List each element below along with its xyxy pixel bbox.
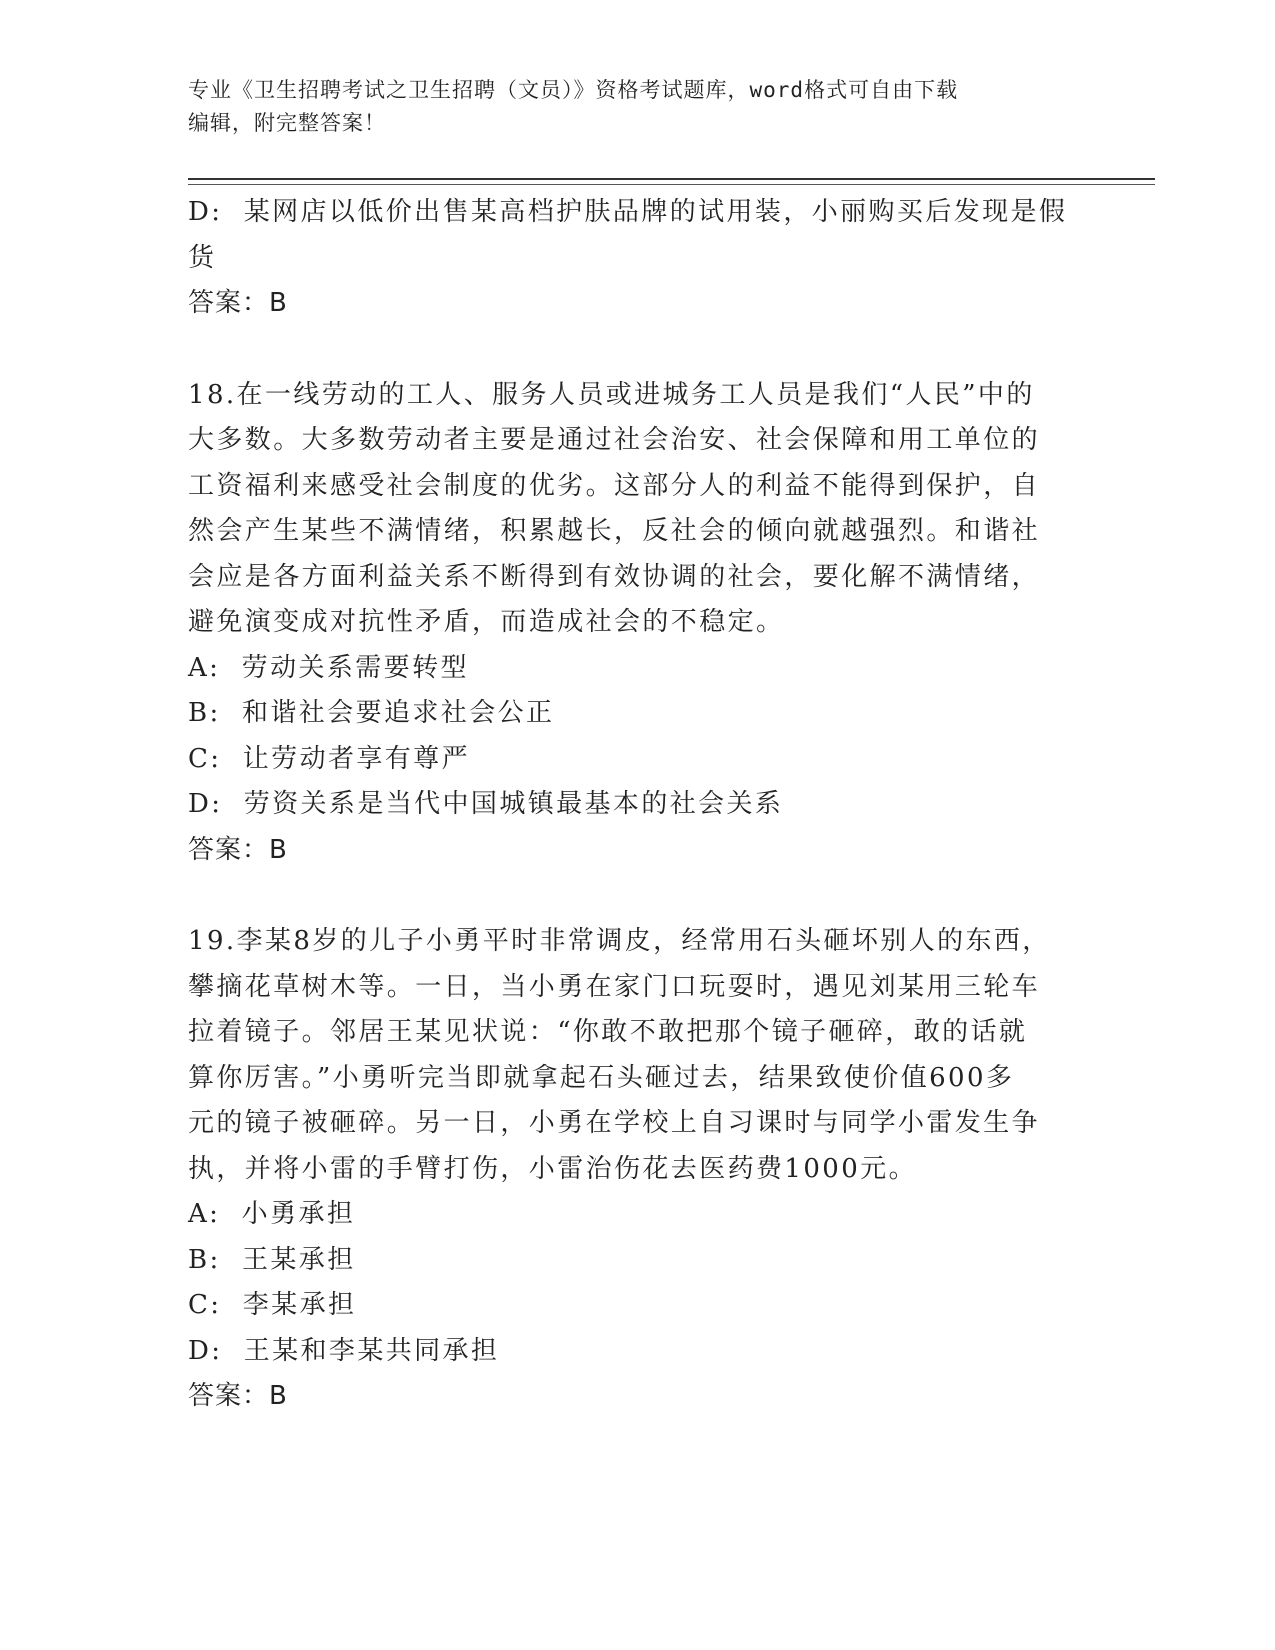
spacer [188, 327, 1073, 373]
q19-stem-line: 元的镜子被砸碎。另一日，小勇在学校上自习课时与同学小雷发生争 [188, 1108, 1041, 1138]
question-18 [188, 373, 1073, 874]
q18-stem-line: 18.在一线劳动的工人、服务人员或进城务工人员是我们“人民”中的 [188, 379, 1035, 410]
q18-option-b: B: 和谐社会要追求社会公正 [188, 698, 555, 728]
q18-option-d: D: 劳资关系是当代中国城镇最基本的社会关系 [188, 789, 784, 819]
q18-stem-line: 然会产生某些不满情绪，积累越长，反社会的倾向就越强烈。和谐社 [188, 516, 1041, 546]
q19-stem-line: 19.李某8岁的儿子小勇平时非常调皮，经常用石头砸坏别人的东西， [188, 926, 1051, 956]
q19-stem-line: 算你厉害。”小勇听完当即就拿起石头砸过去，结果致使价值600多 [188, 1062, 1015, 1093]
spacer [188, 873, 1073, 919]
header-divider-thin [188, 184, 1155, 185]
q19-stem-line: 执，并将小雷的手臂打伤，小雷治伤花去医药费1000元。 [188, 1153, 917, 1184]
q19-option-a: A: 小勇承担 [188, 1199, 356, 1229]
q19-option-b: B: 王某承担 [188, 1244, 356, 1275]
header-line-2: 编辑，附完整答案！ [188, 111, 386, 135]
q19-option-c: C: 李某承担 [188, 1290, 357, 1320]
q17-option-d-line-2: 货 [188, 242, 217, 273]
q17-option-d-line-1: D: 某网店以低价出售某高档护肤品牌的试用装，小丽购买后发现是假 [188, 197, 1068, 227]
q18-option-c: C: 让劳动者享有尊严 [188, 743, 470, 774]
header-divider-thick [188, 178, 1155, 180]
q18-stem-line: 大多数。大多数劳动者主要是通过社会治安、社会保障和用工单位的 [188, 425, 1041, 455]
q18-stem-line: 会应是各方面利益关系不断得到有效协调的社会，要化解不满情绪， [188, 561, 1041, 592]
page-header [188, 74, 1088, 140]
q18-answer: 答案：B [188, 834, 288, 865]
document-body [188, 190, 1073, 1420]
q19-option-d: D: 王某和李某共同承担 [188, 1335, 500, 1366]
q18-stem-line: 避免演变成对抗性矛盾，而造成社会的不稳定。 [188, 607, 785, 637]
question-17 [188, 190, 1073, 327]
q19-stem-line: 拉着镜子。邻居王某见状说：“你敢不敢把那个镜子砸碎，敢的话就 [188, 1017, 1028, 1047]
q19-stem-line: 攀摘花草树木等。一日，当小勇在家门口玩耍时，遇见刘某用三轮车 [188, 971, 1041, 1002]
q18-option-a: A: 劳动关系需要转型 [188, 652, 469, 683]
q19-answer: 答案：B [188, 1381, 288, 1411]
header-line-1: 专业《卫生招聘考试之卫生招聘（文员）》资格考试题库，word格式可自由下载 [188, 78, 959, 102]
question-19 [188, 919, 1073, 1420]
q18-stem-line: 工资福利来感受社会制度的优劣。这部分人的利益不能得到保护，自 [188, 470, 1041, 501]
q17-answer: 答案：B [188, 288, 288, 318]
